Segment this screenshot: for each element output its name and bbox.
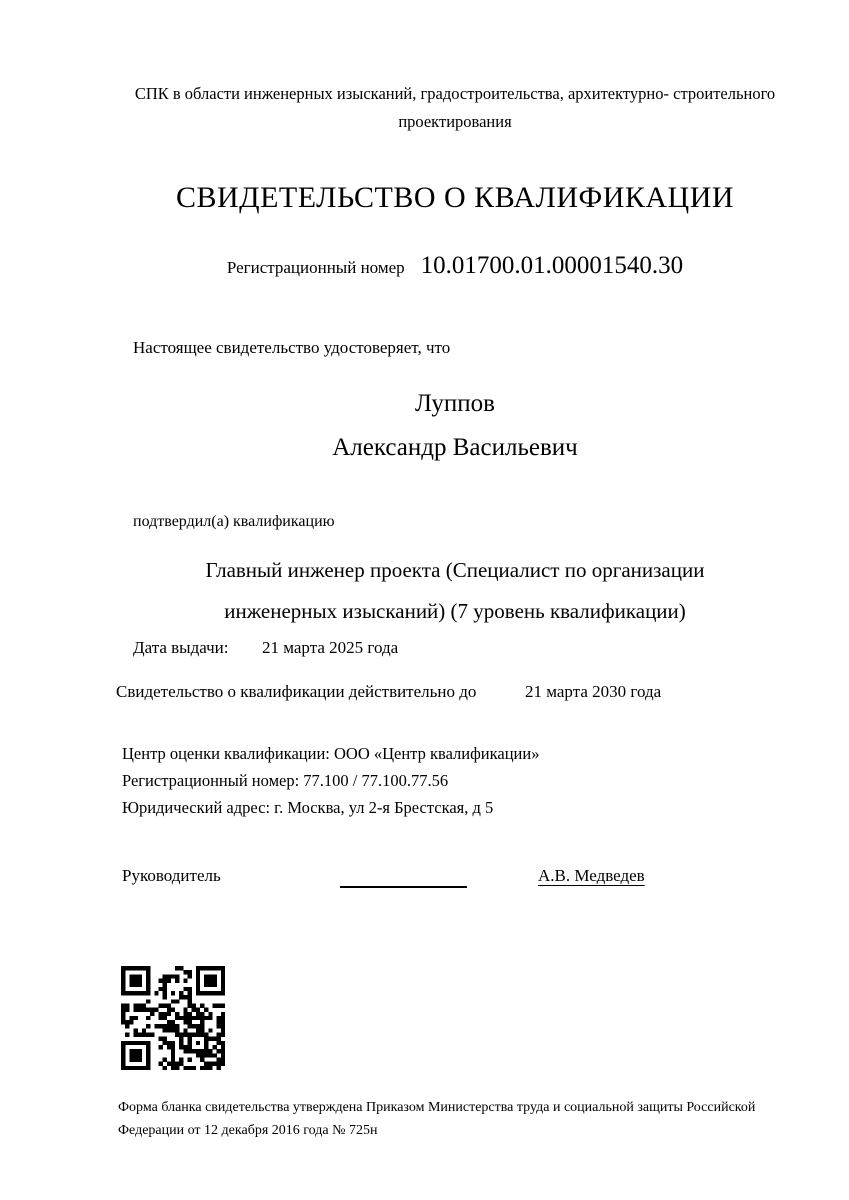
signature-signer-name: А.В. Медведев	[538, 866, 645, 885]
assessment-center-name: Центр оценки квалификации: ООО «Центр квалификации»	[122, 744, 540, 763]
registration-number-label: Регистрационный номер	[226, 258, 405, 277]
qualification-title	[118, 550, 792, 632]
holder-first-middle-name: Александр Васильевич	[332, 434, 578, 461]
signature-line	[340, 866, 467, 888]
valid-until-row	[118, 682, 792, 704]
issue-date-label: Дата выдачи:	[133, 638, 229, 657]
valid-until-label: Свидетельство о квалификации действительно до	[116, 682, 477, 701]
header-organization: СПК в области инженерных изысканий, градостроительства, архитектурно- строительного проектирования	[134, 84, 776, 131]
page-title: СВИДЕТЕЛЬСТВО О КВАЛИФИКАЦИИ	[175, 181, 735, 214]
valid-until-value: 21 марта 2030 года	[525, 682, 662, 701]
registration-row	[118, 252, 792, 280]
issue-date-row	[118, 638, 792, 660]
registration-number-value: 10.01700.01.00001540.30	[420, 252, 684, 279]
holder-last-name: Луппов	[415, 390, 495, 417]
qr-code-icon	[121, 966, 225, 1070]
assessment-center-block	[122, 740, 782, 821]
assessment-center-registration: Регистрационный номер: 77.100 / 77.100.77.56	[122, 771, 449, 790]
footer-approval-note: Форма бланка свидетельства утверждена Приказом Министерства труда и социальной защиты Российской Федерации от 12 декабря 2016 года № 725н	[118, 1100, 756, 1138]
qualification-title-text: Главный инженер проекта (Специалист по организации инженерных изысканий) (7 уровень квалификации)	[205, 558, 705, 623]
certifies-statement: Настоящее свидетельство удостоверяет, что	[133, 338, 451, 357]
signature-role-label: Руководитель	[122, 866, 221, 885]
assessment-center-address: Юридический адрес: г. Москва, ул 2-я Брестская, д 5	[122, 798, 494, 817]
confirmed-qualification-label: подтвердил(а) квалификацию	[133, 513, 335, 530]
issue-date-value: 21 марта 2025 года	[262, 638, 399, 657]
signature-row	[118, 866, 792, 896]
